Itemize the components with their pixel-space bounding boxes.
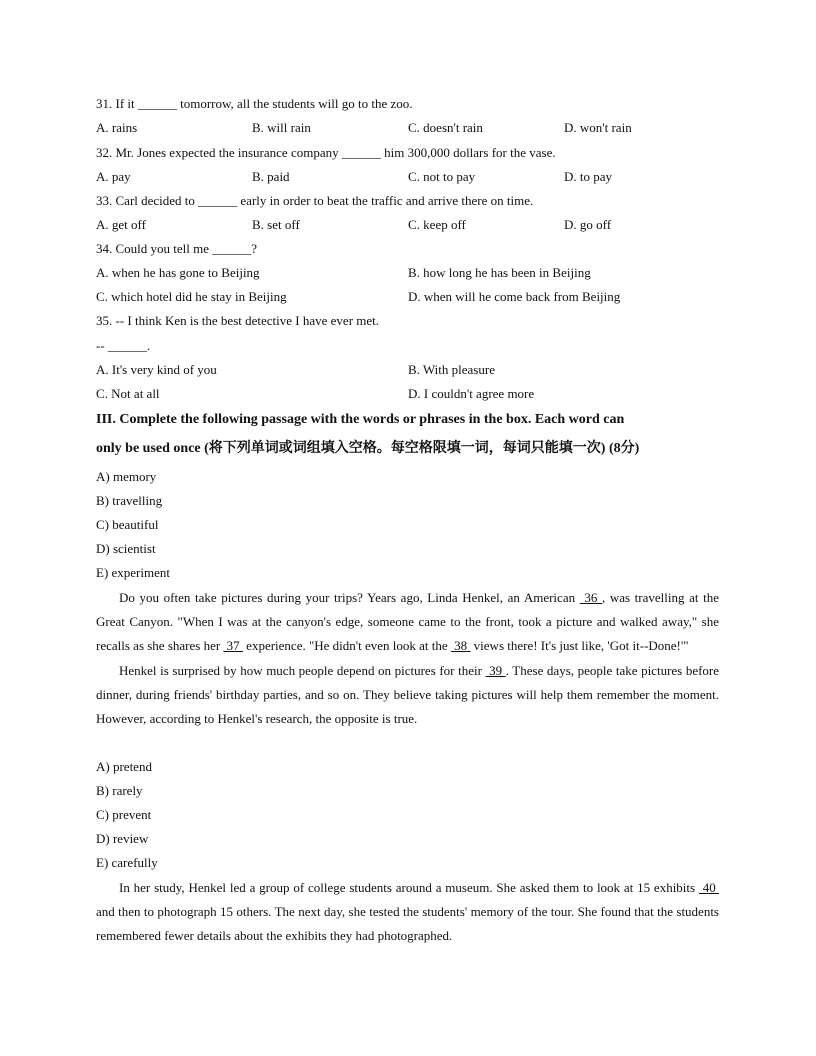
section-3-heading-line-1: III. Complete the following passage with the words or phrases in the box. Each word can	[96, 412, 625, 427]
word-box-1-item: A) memory	[96, 469, 157, 484]
question-33-stem: 33. Carl decided to ______ early in order to beat the traffic and arrive there on time.	[96, 193, 534, 208]
word-box-2-item: E) carefully	[96, 855, 158, 870]
question-31-option-a: A. rains	[96, 120, 138, 135]
blank-40[interactable]: 40	[698, 880, 719, 895]
question-32-stem: 32. Mr. Jones expected the insurance company ______ him 300,000 dollars for the vase.	[96, 145, 556, 160]
question-35-stem: 35. -- I think Ken is the best detective I have ever met.	[96, 313, 380, 328]
word-box-2-item: D) review	[96, 831, 149, 846]
question-31-option-c: C. doesn't rain	[408, 120, 483, 135]
word-box-2-item: C) prevent	[96, 807, 152, 822]
word-box-2-item: B) rarely	[96, 783, 143, 798]
question-32-option-c: C. not to pay	[408, 169, 476, 184]
word-box-1-item: B) travelling	[96, 493, 163, 508]
question-34-stem: 34. Could you tell me ______?	[96, 241, 258, 256]
question-34-option-c: C. which hotel did he stay in Beijing	[96, 289, 287, 304]
question-33-option-a: A. get off	[96, 217, 146, 232]
question-31-option-d: D. won't rain	[564, 120, 632, 135]
question-35-option-d: D. I couldn't agree more	[408, 386, 535, 401]
blank-37[interactable]: 37	[223, 638, 243, 654]
question-33-option-d: D. go off	[564, 217, 612, 232]
word-box-2-item: A) pretend	[96, 759, 152, 774]
question-32-option-a: A. pay	[96, 169, 131, 184]
section-3-heading-line-2: only be used once (将下列单词或词组填入空格。每空格限填一词，每词只能填一次) (8分)	[96, 441, 640, 456]
question-33-option-c: C. keep off	[408, 217, 466, 232]
question-34-option-b: B. how long he has been in Beijing	[408, 265, 591, 280]
word-box-1-item: C) beautiful	[96, 517, 159, 532]
question-32-option-d: D. to pay	[564, 169, 613, 184]
question-35-response-line: -- ______.	[96, 338, 151, 353]
question-35-option-c: C. Not at all	[96, 386, 160, 401]
blank-36[interactable]: 36	[579, 590, 602, 605]
question-31-stem: 31. If it ______ tomorrow, all the students will go to the zoo.	[96, 96, 413, 111]
question-33-option-b: B. set off	[252, 217, 300, 232]
word-box-1-item: E) experiment	[96, 565, 170, 580]
question-34-option-d: D. when will he come back from Beijing	[408, 289, 621, 304]
question-34-option-a: A. when he has gone to Beijing	[96, 265, 260, 280]
blank-39[interactable]: 39	[485, 662, 506, 678]
passage-paragraph-1: Do you often take pictures during your trips? Years ago, Linda Henkel, an American 36 , was travelling at the Great Canyon. "When I was at the canyon's edge, someone came to the front, took a picture and walked away," she recalls as she shares her 37 experience. "He didn't even look at the 38 views there! It's just like, 'Got it--Done!'"	[96, 590, 719, 654]
question-31-option-b: B. will rain	[252, 120, 311, 135]
blank-38[interactable]: 38	[450, 638, 471, 654]
question-32-option-b: B. paid	[252, 169, 290, 184]
word-box-1-item: D) scientist	[96, 541, 156, 556]
question-35-option-b: B. With pleasure	[408, 362, 495, 377]
passage-part-2	[96, 876, 719, 949]
passage-part-1	[96, 586, 719, 731]
passage-paragraph-3: In her study, Henkel led a group of college students around a museum. She asked them to look at 15 exhibits 40 and then to photograph 15 others. The next day, she tested the students' memory of the tour. She found that the students remembered fewer details about the exhibits they had photographed.	[96, 880, 719, 944]
passage-paragraph-2: Henkel is surprised by how much people depend on pictures for their 39 . These days, people take pictures before dinner, during friends' birthday parties, and so on. They believe taking pictures will help them remember the moment. However, according to Henkel's research, the opposite is true.	[96, 662, 720, 727]
question-35-option-a: A. It's very kind of you	[96, 362, 217, 377]
